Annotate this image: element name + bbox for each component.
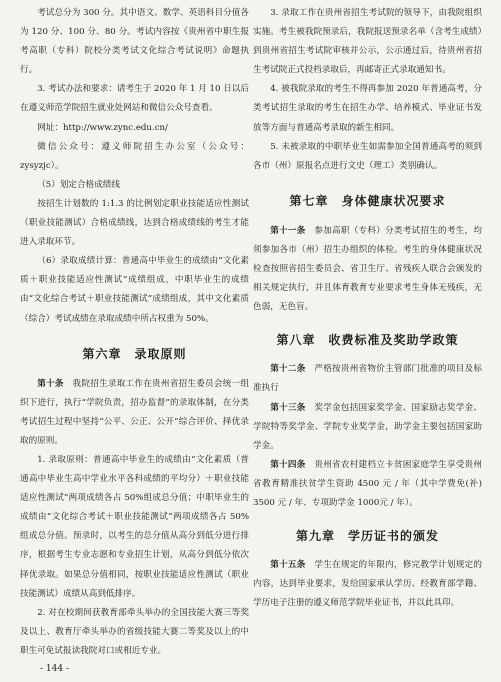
paragraph: 考试总分为 300 分。其中语文、数学、英语科目分值各为 120 分、100 分、80 分。考试内容按《贵州省中职生报考高职（专科）院校分类考试文化综合考试说明》命题执行。 — [20, 8, 249, 76]
chapter-title: 第六章 录取原则 — [82, 346, 187, 361]
article-label: 第十三条 — [270, 402, 306, 413]
right-column — [253, 4, 482, 613]
page-number: - 144 - — [40, 664, 69, 674]
paragraph: 2. 对在校期间获教育部牵头举办的全国技能大赛三等奖及以上、教育厅牵头举办的省级技能大赛二等奖及以上的中职生可免试报读我院对口或相近专业。 — [20, 607, 249, 656]
paragraph: 5. 未被录取的中职毕业生如需参加全国普通高考的须到各市（州）原报名点进行文史（理工）类别确认。 — [253, 141, 482, 171]
article-paragraph — [253, 399, 482, 456]
left-column — [20, 4, 249, 661]
article-paragraph — [253, 222, 482, 317]
article-label: 第十一条 — [270, 225, 306, 236]
article-paragraph — [253, 456, 482, 513]
paragraph: 3. 录取工作在贵州省招生考试院的领导下，由我院组织实施。考生被我院预录后，我院报送预录名单（含考生成绩）到贵州省招生考试院审核并公示，公示通过后，待贵州省招生考试院正式投档录取后，再邮寄正式录取通知书。 — [253, 8, 482, 76]
article-text: 严格按贵州省物价主管部门批准的项目及标准执行 — [253, 364, 482, 394]
paragraph: （5）划定合格成绩线 — [37, 179, 120, 190]
article-text: 奖学金包括国家奖学金、国家励志奖学金、学院特等奖学金、学院专业奖学金，助学金主要包括国家助学金。 — [253, 402, 482, 451]
paragraph: （6）录取成绩计算：普通高中毕业生的成绩由“文化素质＋职业技能适应性测试”成绩组成，中职毕业生的成绩由“文化综合考试＋职业技能测试”成绩组成，其中文化素质（综合）考试成绩在录取成绩中所占权重为 50%。 — [20, 256, 249, 324]
paragraph: 微信公众号：遵义师院招生办公室（公众号：zysyzjc）。 — [20, 141, 249, 171]
article-text: 学生在规定的年限内，修完教学计划规定的内容，达到毕业要求，发给国家承认学历、经教育部学籍、学历电子注册的遵义师范学院毕业证书，并以此具印。 — [253, 560, 482, 609]
chapter-title: 第七章 身体健康状况要求 — [289, 193, 446, 208]
article-text: 贵州省农村建档立卡贫困家庭学生享受贵州省教育精准扶贫学生资助 4500 元 / 年（其中学费免(补) 3500 元 / 年、专项助学金 1000元 / 年）。 — [253, 459, 482, 508]
chapter-title: 第九章 学历证书的颁发 — [295, 529, 439, 544]
article-text: 参加高职（专科）分类考试招生的考生，均须参加各市（州）招生办组织的体检。考生的身体健康状况检查按照省招生委员会、省卫生厅、省残疾人联合会颁发的相关规定执行，并且体育教育专业要求考生身体无残疾，无色弱，无色盲。 — [253, 225, 482, 313]
article-label: 第十四条 — [270, 459, 306, 470]
article-paragraph — [20, 375, 249, 451]
article-text: 我院招生录取工作在贵州省招生委员会统一组织下进行，执行“学院负责，招办监督”的录取体制，在分类考试招生过程中坚持“公平、公正、公开”综合评价、择优录取的原则。 — [20, 378, 249, 446]
paragraph: 3. 考试办法和要求：请考生于 2020 年 1 月 10 日以后在遵义师范学院招生就业处网站和微信公众号查看。 — [20, 84, 249, 114]
paragraph: 按招生计划数的 1:1.3 的比例划定职业技能适应性测试（职业技能测试）合格成绩线，达到合格成绩线的考生才能进入录取环节。 — [20, 198, 249, 248]
article-paragraph — [253, 360, 482, 398]
article-label: 第十条 — [37, 378, 64, 389]
paragraph: 1. 录取原则：普通高中毕业生的成绩由“文化素质（普通高中毕业生高中学业水平各科成绩的平均分）＋职业技能适应性测试”两项成绩各占 50%组成总分值；中职毕业生的成绩由“文化综合考试＋职业技能测试”两项成绩各占 50% 组成总分值。预录时，以考生的总分值从高分到低分进行排序，根据考生专业志愿和专业招生计划，从高分到低分依次择优录取。如果总分值相同，按职业技能适应性测试（职业技能测试）成绩从高到低排序。 — [20, 454, 249, 599]
chapter-title: 第八章 收费标准及奖助学政策 — [276, 333, 459, 348]
article-paragraph — [253, 556, 482, 613]
paragraph: 网址：http://www.zync.edu.cn/ — [37, 122, 168, 133]
article-label: 第十二条 — [270, 364, 306, 375]
paragraph: 4. 被我院录取的考生不得再参加 2020 年普通高考，分类考试招生录取的考生在招生办学、培养模式、毕业证书发放等方面与普通高考录取的新生相同。 — [253, 84, 482, 133]
article-label: 第十五条 — [270, 560, 306, 571]
